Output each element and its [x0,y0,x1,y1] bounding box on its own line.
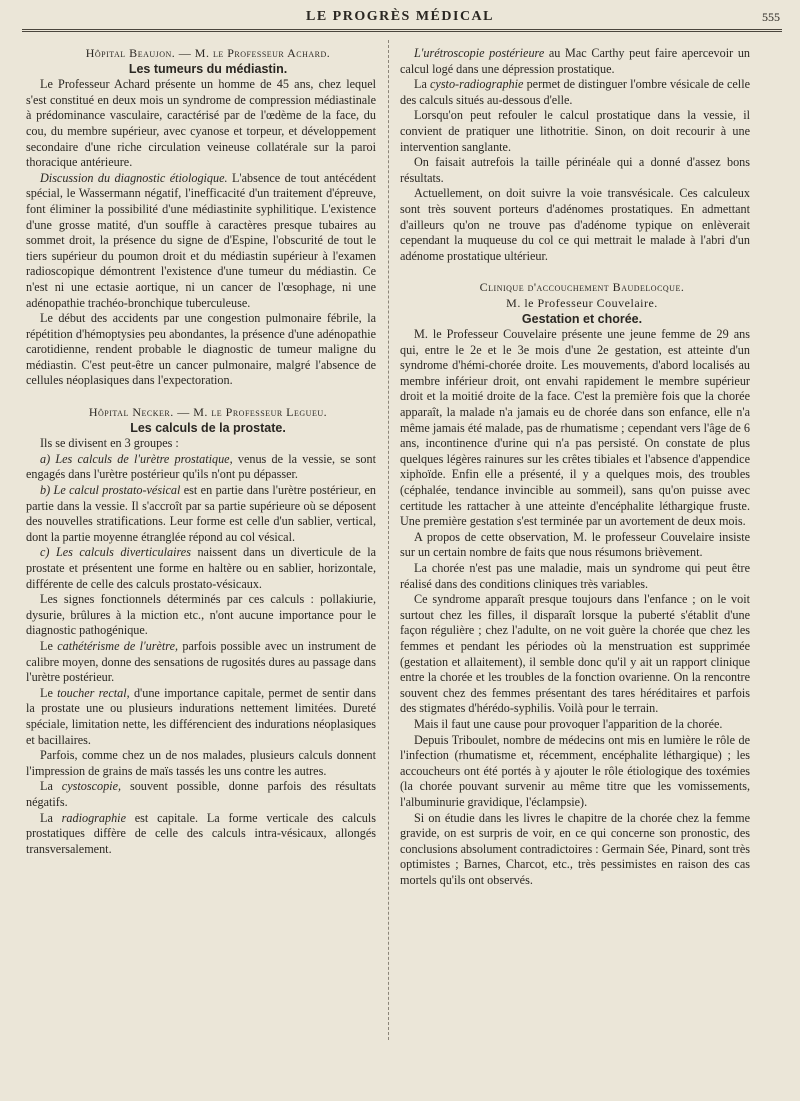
paragraph: Lorsqu'on peut refouler le calcul prostatique dans la vessie, il convient de pratiquer une lithotritie. Sinon, on doit recourir à une intervention sanglante. [400,108,750,154]
paragraph-emphasis: cysto-radiographie [430,77,524,92]
paragraph-text: La [40,779,62,794]
paragraph-lead: Discussion du diagnostic étiologique. [40,170,228,185]
paragraph-text: d'une importance capitale, permet de sentir dans la prostate une ou plusieurs indurations nettement limitées. Dureté spéciale, limitation nette, les différencient des indurations néoplasiques et bacillaires. [26,685,376,747]
paragraph [26,686,376,748]
paragraph-text: est en partie dans l'urètre postérieur, en partie dans la vessie. Il s'accroît par sa partie supérieure où se déposent des nouvelles stratifications. Leur forme est celle d'un sablier, vertical, dont la partie moyenne étranglée répond au col vésical. [26,483,376,544]
paragraph [400,46,750,77]
header-rule [22,29,782,32]
section-clinique-baudelocque: Clinique d'accouchement Baudelocque. [479,280,685,295]
paragraph-text: Le [40,685,58,700]
paragraph-text: naissent dans un diverticule de la prostate et présentent une forme en haltère ou en sablier, horizontale, différente de celle des calculs prostato-vésicaux. [26,545,377,591]
paragraph-emphasis: L'urétroscopie postérieure [414,46,545,60]
section-title-calculs: Les calculs de la prostate. [130,420,286,435]
paragraph-text: Le [40,638,58,653]
paragraph-text: La [40,810,62,825]
section-hospital-necker: Hôpital Necker. — M. le Professeur Legueu. [88,405,328,420]
paragraph: Le Professeur Achard présente un homme de 45 ans, chez lequel s'est constitué en deux mois un syndrome de compression médiastinale à prédominance vasculaire, caractérisé par de l'œdème de la face, du cou, du membre supérieur, avec cyanose et torpeur, et développement secondaire d'une riche circulation veineuse collatérale sur la paroi thoracique antérieure. [26,77,376,170]
paragraph-lead: b) Le calcul prostato-vésical [40,483,181,498]
paragraph-text: souvent possible, donne parfois des résultats négatifs. [26,779,376,809]
paragraph: Ils se divisent en 3 groupes : [40,436,179,451]
paragraph-text: permet de distinguer l'ombre vésicale de celle des calculs situés au-dessous d'elle. [400,77,750,107]
paragraph [26,545,376,592]
paragraph-lead: c) Les calculs diverticulaires [40,545,191,560]
paragraph [26,811,376,858]
column-divider [388,40,389,1040]
section-title-tumeurs: Les tumeurs du médiastin. [128,61,288,76]
paragraph: Actuellement, on doit suivre la voie transvésicale. Ces calculeux sont très souvent porteurs d'adénomes prostatiques. En admettant d'ailleurs qu'on ne trouve pas d'adénome typique on enlèverait cependant la muqueuse du col ce qui mettrait le malade à l'abri d'un adénome prostatique ultérieur. [400,186,750,263]
paragraph: Ce syndrome apparaît presque toujours dans l'enfance ; on le voit surtout chez les filles, il disparaît lorsque la puberté s'établit d'une façon régulière ; chez l'adulte, on ne voit guère la chorée que chez les femmes et pendant les périodes où la menstruation est supprimée (gestation et allaitement), il semble donc qu'il y ait un rapport clinique entre la chorée et les troubles de la fonction ovarienne. On la rencontre souvent chez des femmes présentant des tares héréditaires et parfois des stigmates d'hérédo-syphilis. Voilà pour le terrain. [400,592,750,716]
paragraph: La chorée n'est pas une maladie, mais un syndrome qui peut être réalisé dans des conditions cliniques très variables. [400,561,750,591]
paragraph: Parfois, comme chez un de nos malades, plusieurs calculs donnent l'impression de grains de maïs tassés les uns contre les autres. [26,748,376,778]
paragraph-text: La [414,77,430,92]
paragraph [26,639,376,686]
paragraph-lead: a) Les calculs de l'urètre prostatique, [40,451,233,466]
paragraph-emphasis: cystoscopie, [61,779,122,794]
paragraph [26,483,376,545]
spacer [400,264,750,280]
paragraph-emphasis: radiographie [61,810,126,825]
journal-title: LE PROGRÈS MÉDICAL [305,9,495,24]
paragraph-text: L'absence de tout antécédent spécial, le Wassermann négatif, l'inefficacité d'un traitement d'épreuve, font éliminer la possibilité d'une médiastinite syphilitique. L'existence d'une grosse matité, d'un souffle à caractères presque tubaires au sommet droit, la présence du signe de d'Espine, l'obscurité de tout le tiers supérieur du poumon droit et du médiastin supérieur à l'examen radioscopique démontrent l'existence d'une tumeur du médiastin. Ce n'est ni une ectasie aortique, ni un cancer de l'œsophage, ni une adénopathie trachéo-bronchique tuberculeuse. [26,170,376,310]
paragraph-text: au Mac Carthy peut faire apercevoir un calcul logé dans une dépression prostatique. [400,46,751,76]
paragraph-text: parfois possible avec un instrument de calibre moyen, donne des sensations de rugosités dures au passage dans l'urètre postérieur. [26,638,376,685]
paragraph-text: venus de la vessie, se sont engagés dans l'urètre postérieur qu'ils n'ont pu dépasser. [26,451,376,482]
section-hospital-beaujon: Hôpital Beaujon. — M. le Professeur Achard. [85,46,331,60]
right-column [400,46,750,888]
section-professor: M. le Professeur Couvelaire. [506,295,658,310]
paragraph-emphasis: toucher rectal, [57,685,130,700]
paragraph [26,452,376,483]
paragraph [26,779,376,810]
running-head [20,8,780,28]
paragraph: Si on étudie dans les livres le chapitre de la chorée chez la femme gravide, on est surpris de voir, en ce qui concerne son pronostic, des conclusions absolument contradictoires : Germain Sée, Pinard, sont très optimistes ; Barnes, Charcot, etc., très pessimistes en raison des cas mortels qu'ils ont observés. [400,810,750,887]
paragraph: Mais il faut une cause pour provoquer l'apparition de la chorée. [414,716,723,731]
paragraph: Le début des accidents par une congestion pulmonaire fébrile, la répétition d'hémoptysies peu abondantes, la présence d'une adénopathie carotidienne, rendent probable le diagnostic de tumeur maligne du médiastin. C'est peut-être un cancer pulmonaire, malgré l'absence de cellules néoplasiques dans l'expectoration. [26,311,376,388]
paragraph: Les signes fonctionnels déterminés par ces calculs : pollakiurie, dysurie, brûlures à la miction etc., n'ont aucune importance pour le diagnostic pathogénique. [26,592,376,638]
paragraph-text: est capitale. La forme verticale des calculs prostatiques diffère de celle des calculs intra-vésicaux, allongés transversalement. [26,810,376,856]
spacer [26,389,376,405]
paragraph: M. le Professeur Couvelaire présente une jeune femme de 29 ans qui, entre le 2e et le 3e mois d'une 2e gestation, est atteinte d'un syndrome d'hémi-chorée droite. Les mouvements, d'abord localisés au membre inférieur droit, ont envahi rapidement le membre supérieur droit et la moitié droite de la face. C'est la première fois que la chorée apparaît, la malade n'a jamais eu de chorée dans son enfance, elle n'a même jamais été malade, pas de rhumatisme ; cependant vers l'âge de 6 ans, incontinence d'urine qui n'a pas persisté. On constate de plus quelques légères rainures sur les crêtes tibiales et l'absence d'appendice xiphoïde. Enfin elle a présenté, il y a quelques mois, des troubles (céphalée, tendance invincible au sommeil), sans qu'on puisse avec certitude les rattacher à une atteinte d'encéphalite léthargique fruste. Une première gestation s'est terminée par un avortement de deux mois. [400,327,750,529]
paragraph-emphasis: cathétérisme de l'urètre, [57,638,179,653]
paragraph: A propos de cette observation, M. le professeur Couvelaire insiste sur un certain nombre de faits que nous résumons brièvement. [400,529,750,560]
left-column [26,46,376,857]
paragraph: Depuis Triboulet, nombre de médecins ont mis en lumière le rôle de l'infection (rhumatisme et, récemment, encéphalite léthargique) ; les accoucheurs ont été portés à y ajouter le rôle étiologique des toxémies (la chorée pouvant survenir au même titre que les vomissements, l'albuminurie gravidique, l'éclampsie). [400,732,750,809]
paragraph: On faisait autrefois la taille périnéale qui a donné d'assez bons résultats. [400,155,750,185]
section-title-gestation: Gestation et chorée. [521,311,643,326]
paragraph [400,77,750,108]
page-number: 555 [762,10,780,24]
paragraph [26,171,376,311]
